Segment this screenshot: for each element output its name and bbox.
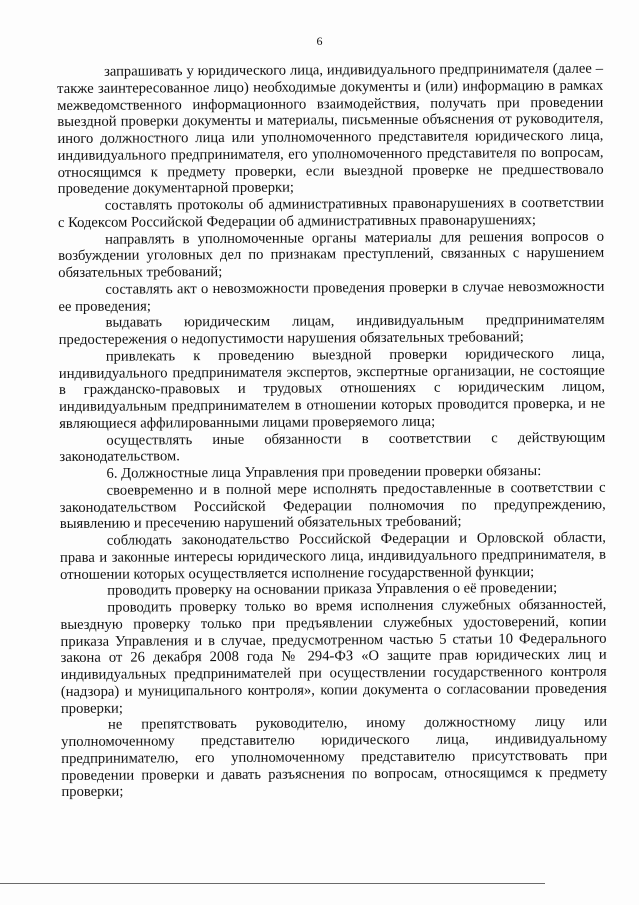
page-bottom-divider — [0, 883, 545, 884]
paragraph-exercise-powers: своевременно и в полной мере исполнять предоставленные в соответствии с законодательством Российской Федерации полномочия по предупреждению, выявлению и пресечению нарушений обязательных требований; — [59, 479, 606, 533]
paragraph-request-documents: запрашивать у юридического лица, индивидуального предпринимателя (далее – также заинтересованное лицо) необходимые документы и (или) информацию в рамках межведомственного информационного взаимодействия, получать при проведении выездной проверки документы и материалы, письменные объяснения от руководителя, иного должностного лица или уполномоченного представителя юридического лица, индивидуального предпринимателя, его уполномоченного представителя по вопросам, относящимся к предмету проверки, если выездной проверке не предшествовало проведение документарной проверки; — [57, 60, 604, 198]
paragraph-other-duties: осуществлять иные обязанности в соответствии с действующим законодательством. — [59, 429, 606, 466]
document-body — [57, 61, 607, 801]
paragraph-send-materials: направлять в уполномоченные органы материалы для решения вопросов о возбуждении уголовных дел по признакам преступлений, связанных с нарушением обязательных требований; — [58, 228, 605, 281]
paragraph-inspection-conditions: проводить проверку только во время исполнения служебных обязанностей, выездную проверку только при предъявлении служебных удостоверений, копии приказа Управления и в случае, предусмотренном частью 5 статьи 10 Федерального закона от 26 декабря 2008 года № 294-ФЗ «О защите прав юридических лиц и индивидуальных предпринимателей при осуществлении государственного контроля (надзора) и муниципального контроля», копии документа о согласовании проведения проверки; — [60, 596, 607, 717]
paragraph-involve-experts: привлекать к проведению выездной проверки юридического лица, индивидуального предпринимателя экспертов, экспертные организации, не состоящие в гражданско-правовых и трудовых отношениях с юридическим лицом, индивидуальным предпринимателем в отношении которых проводится проверка, и не являющиеся аффилированными лицами проверяемого лица; — [58, 345, 606, 432]
paragraph-not-obstruct: не препятствовать руководителю, иному должностному лицу или уполномоченному представителю юридического лица, индивидуальному предпринимателю, его уполномоченному представителю присутствовать при проведении проверки и давать разъяснения по вопросам, относящимся к предмету проверки; — [61, 713, 608, 801]
paragraph-comply-legislation: соблюдать законодательство Российской Федерации и Орловской области, права и законные интересы юридического лица, индивидуального предпринимателя, в отношении которых осуществляется исполнение государственной функции; — [59, 529, 607, 583]
paragraph-draw-up-protocols: составлять протоколы об административных правонарушениях в соответствии с Кодексом Российской Федерации об административных правонарушениях; — [57, 194, 604, 231]
page-number: 6 — [316, 34, 323, 48]
paragraph-impossibility-act: составлять акт о невозможности проведения проверки в случае невозможности ее проведения; — [58, 278, 605, 315]
paragraph-issue-warnings: выдавать юридическим лицам, индивидуальным предпринимателям предостережения о недопустимости нарушения обязательных требований; — [58, 311, 605, 348]
paragraph-order-basis: проводить проверку на основании приказа Управления о её проведении; — [107, 580, 558, 599]
section-heading-obligations: 6. Должностные лица Управления при проведении проверки обязаны: — [106, 463, 542, 482]
